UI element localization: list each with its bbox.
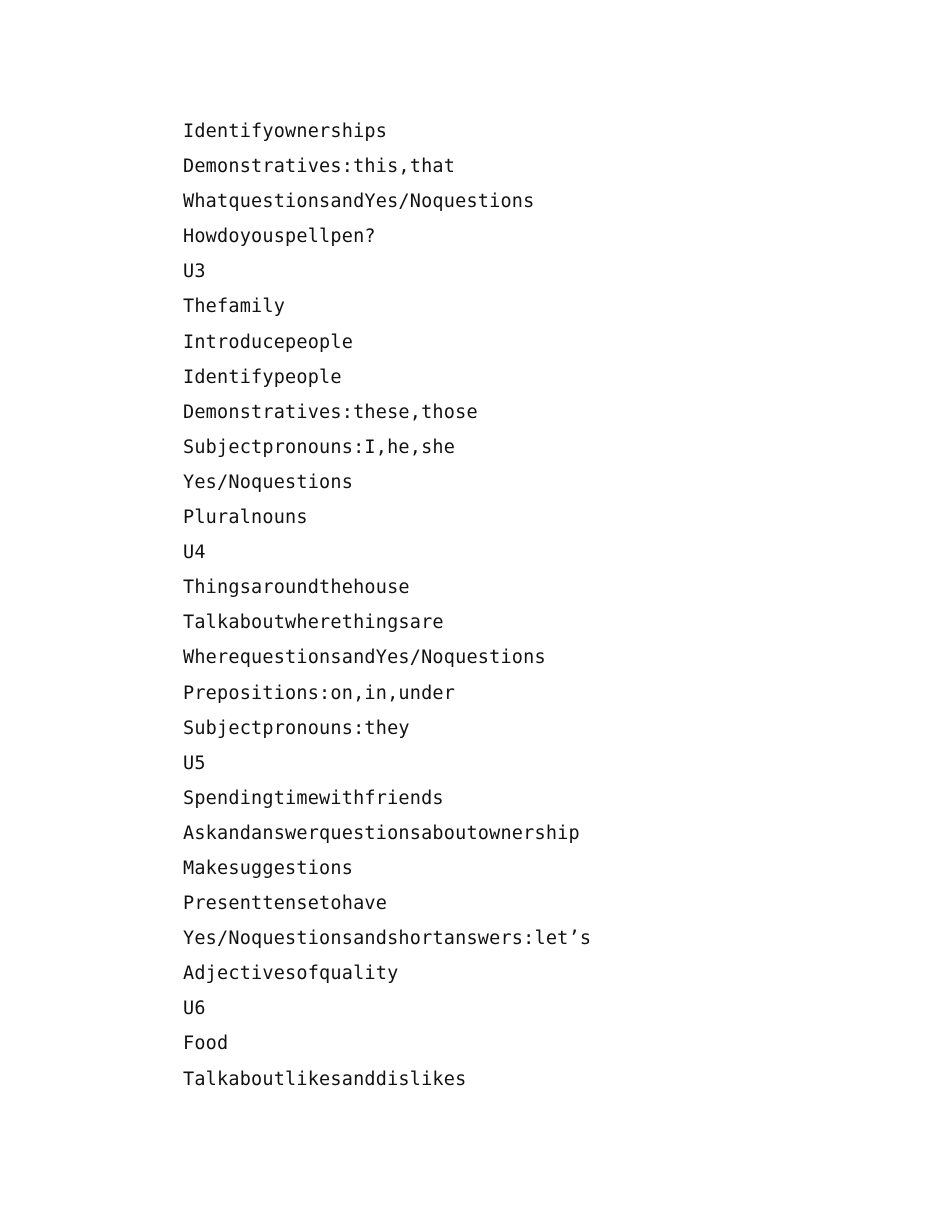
text-line: Yes/Noquestionsandshortanswers:let’s (183, 928, 592, 950)
unit-heading: U4 (183, 542, 206, 564)
text-line: Introducepeople (183, 331, 354, 353)
unit-heading: U5 (183, 752, 206, 774)
text-line: WhatquestionsandYes/Noquestions (183, 191, 535, 213)
text-line: Makesuggestions (183, 857, 354, 879)
text-line: Subjectpronouns:they (183, 717, 410, 739)
text-line: Demonstratives:these,those (183, 401, 478, 423)
text-line: Subjectpronouns:I,he,she (183, 436, 456, 458)
text-line: Pluralnouns (183, 507, 308, 529)
text-line: Howdoyouspellpen? (183, 226, 376, 248)
text-lines (183, 114, 883, 1097)
text-line: WherequestionsandYes/Noquestions (183, 647, 546, 669)
text-line: Prepositions:on,in,under (183, 682, 456, 704)
text-line: Talkaboutlikesanddislikes (183, 1068, 467, 1090)
text-line: Spendingtimewithfriends (183, 787, 444, 809)
text-line: Identifyownerships (183, 121, 388, 142)
text-line: Food (183, 1033, 229, 1055)
text-line: Talkaboutwherethingsare (183, 612, 444, 634)
text-line: Yes/Noquestions (183, 471, 354, 493)
unit-heading: U6 (183, 998, 206, 1020)
text-line: Identifypeople (183, 366, 342, 388)
text-line: Adjectivesofquality (183, 963, 399, 985)
text-line: Askandanswerquestionsaboutownership (183, 822, 580, 844)
text-line: Thingsaroundthehouse (183, 577, 410, 599)
text-line: Presenttensetohave (183, 893, 388, 915)
text-line: Demonstratives:this,that (183, 156, 456, 178)
text-line: Thefamily (183, 296, 286, 318)
unit-heading: U3 (183, 261, 206, 283)
